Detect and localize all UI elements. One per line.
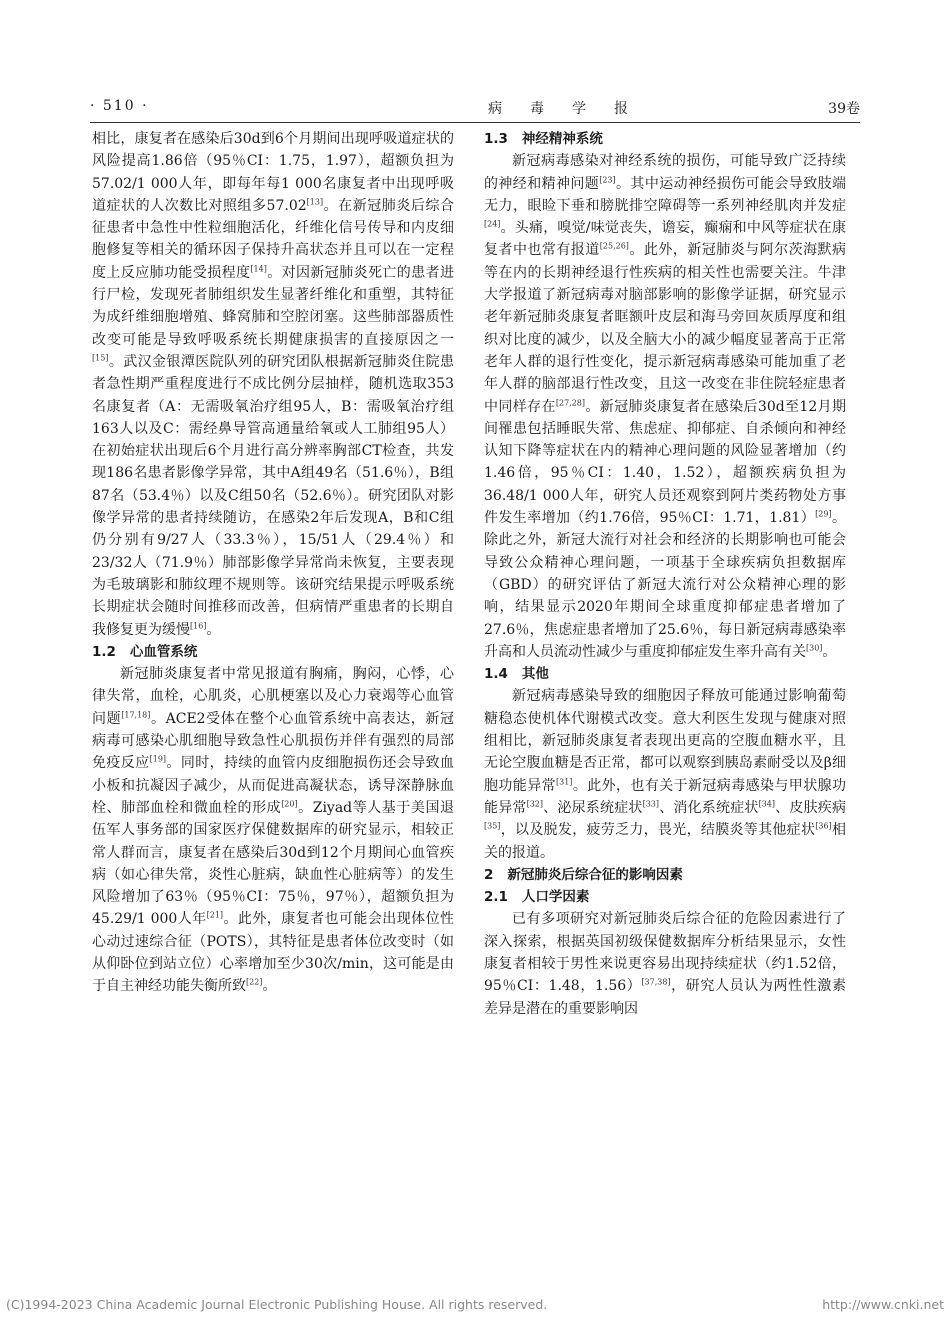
paragraph-cardiovascular: 新冠肺炎康复者中常见报道有胸痛，胸闷，心悸，心律失常，血栓，心肌炎，心肌梗塞以及心力衰竭等心血管问题[17,18]。ACE2受体在整个心血管系统中高表达，新冠病毒可感染心肌细胞导致急性心肌损伤并伴有强烈的局部免疫反应[19]。同时，持续的血管内皮细胞损伤还会导致血小板和抗凝因子减少，从而促进高凝状态，诱导深静脉血栓、肺部血栓和微血栓的形成[20]。Ziyad等人基于美国退伍军人事务部的国家医疗保健数据库的研究显示，相较正常人群而言，康复者在感染后30d到12个月期间心血管疾病（如心律失常，炎性心脏病，缺血性心脏病等）的发生风险增加了63％（95％CI：75％，97％），超额负担为45.29/1 000人年[21]。此外，康复者也可能会出现体位性心动过速综合征（POTS），其特征是患者体位改变时（如从仰卧位到站立位）心率增加至少30次/min，这可能是由于自主神经功能失衡所致[22]。 bbox=[92, 666, 455, 995]
citation: [33] bbox=[642, 799, 660, 809]
paragraph-demographics: 已有多项研究对新冠肺炎后综合征的危险因素进行了深入探索，根据英国初级保健数据库分析结果显示，女性康复者相较于男性来说更容易出现持续症状（约1.52倍，95％CI：1.48，1.56）[37,38]，研究人员认为两性性激素差异是潜在的重要影响因 bbox=[484, 911, 847, 1017]
citation: [13] bbox=[306, 197, 324, 207]
section-heading-2-1: 2.1 人口学因素 bbox=[484, 889, 590, 906]
section-heading-2: 2 新冠肺炎后综合征的影响因素 bbox=[484, 866, 683, 883]
citation: [27,28] bbox=[555, 397, 586, 407]
paragraph-neuro: 新冠病毒感染对神经系统的损伤，可能导致广泛持续的神经和精神问题[23]。其中运动神经损伤可能会导致肢端无力，眼睑下垂和膀胱排空障碍等一系列神经肌肉并发症[24]。头痛，嗅觉/味觉丧失，谵妄，癫痫和中风等症状在康复者中也常有报道[25,26]。此外，新冠肺炎与阿尔茨海默病等在内的长期神经退行性疾病的相关性也需要关注。牛津大学报道了新冠病毒对脑部影响的影像学证据，研究显示老年新冠肺炎康复者眶额叶皮层和海马旁回灰质厚度和组织对比度的减少，以及全脑大小的减少幅度显著高于正常老年人群的退行性变化，提示新冠病毒感染可能加重了老年人群的脑部退行性改变，且这一改变在非住院轻症患者中同样存在[27,28]。新冠肺炎康复者在感染后30d至12月期间罹患包括睡眠失常、焦虑症、抑郁症、自杀倾向和神经认知下降等症状在内的精神心理问题的风险显著增加（约1.46倍，95％CI：1.40，1.52），超额疾病负担为36.48/1 000人年，研究人员还观察到阿片类药物处方事件发生率增加（约1.76倍，95％CI：1.71，1.81）[29]。除此之外，新冠大流行对社会和经济的长期影响也可能会导致公众精神心理问题，一项基于全球疾病负担数据库（GBD）的研究评估了新冠大流行对公众精神心理的影响，结果显示2020年期间全球重度抑郁症患者增加了27.6％，焦虑症患者增加了25.6％，每日新冠病毒感染率升高和人员流动性减少与重度抑郁症发生率升高有关[30]。 bbox=[484, 153, 847, 660]
citation: [35] bbox=[484, 821, 501, 831]
journal-title: 病毒学报 bbox=[488, 101, 656, 117]
citation: [29] bbox=[815, 509, 832, 519]
citation: [22] bbox=[246, 977, 263, 987]
citation: [20] bbox=[281, 799, 298, 809]
citation: [30] bbox=[806, 643, 823, 653]
citation: [15] bbox=[92, 353, 109, 363]
citation: [16] bbox=[190, 620, 207, 630]
cnki-link[interactable]: http://www.cnki.net bbox=[822, 1297, 944, 1312]
citation: [17,18] bbox=[121, 710, 151, 720]
citation: [21] bbox=[206, 910, 224, 920]
citation: [36] bbox=[815, 821, 832, 831]
left-column bbox=[92, 128, 454, 998]
citation: [31] bbox=[556, 776, 573, 786]
citation: [19] bbox=[149, 754, 167, 764]
citation: [34] bbox=[758, 799, 776, 809]
volume-label: 39卷 bbox=[828, 101, 860, 117]
page-number: · 510 · bbox=[90, 98, 149, 114]
section-heading-1-3: 1.3 神经精神系统 bbox=[484, 131, 603, 147]
paragraph-other: 新冠病毒感染导致的细胞因子释放可能通过影响葡萄糖稳态使机体代谢模式改变。意大利医生发现与健康对照组相比，新冠肺炎康复者表现出更高的空腹血糖水平，且无论空腹血糖是否正常，都可以观察到胰岛素耐受以及β细胞功能异常[31]。此外，也有关于新冠病毒感染与甲状腺功能异常[32]、泌尿系统症状[33]、消化系统症状[34]、皮肤疾病[35]，以及脱发，疲劳乏力，畏光，结膜炎等其他症状[36]相关的报道。 bbox=[484, 688, 847, 861]
citation: [23] bbox=[599, 174, 616, 184]
citation: [25,26] bbox=[599, 241, 629, 251]
citation: [32] bbox=[526, 799, 544, 809]
section-heading-1-4: 1.4 其他 bbox=[484, 666, 549, 683]
running-header bbox=[90, 96, 860, 122]
copyright-text: (C)1994-2023 China Academic Journal Electronic Publishing House. All rights reserved. bbox=[6, 1297, 548, 1312]
citation: [37,38] bbox=[641, 977, 671, 987]
citation: [24] bbox=[484, 219, 501, 229]
header-rule bbox=[90, 122, 860, 123]
right-column bbox=[484, 128, 846, 1020]
citation: [14] bbox=[250, 264, 267, 274]
section-heading-1-2: 1.2 心血管系统 bbox=[92, 643, 198, 660]
paragraph-respiratory: 相比，康复者在感染后30d到6个月期间出现呼吸道症状的风险提高1.86倍（95％CI：1.75，1.97），超额负担为57.02/1 000人年，即每年每1 000名康复者中出现呼吸道症状的人次数比对照组多57.02[13]。在新冠肺炎后综合征患者中急性中性粒细胞活化，纤维化信号传导和内皮细胞修复等相关的循环因子保持升高状态并且可以在一定程度上反应肺功能受损程度[14]。对因新冠肺炎死亡的患者进行尸检，发现死者肺组织发生显著纤维化和重塑，其特征为成纤维细胞增殖、蜂窝肺和空腔闭塞。这些肺部器质性改变可能是导致呼吸系统长期健康损害的直接原因之一[15]。武汉金银潭医院队列的研究团队根据新冠肺炎住院患者急性期严重程度进行不成比例分层抽样，随机选取353名康复者（A：无需吸氧治疗组95人，B：需吸氧治疗组163人以及C：需经鼻导管高通量给氧或人工肺组95人）在初始症状出现后6个月进行高分辨率胸部CT检查，共发现186名患者影像学异常，其中A组49名（51.6％），B组87名（53.4％）以及C组50名（52.6％）。研究团队对影像学异常的患者持续随访，在感染2年后发现A，B和C组仍分别有9/27人（33.3％），15/51人（29.4％）和23/32人（71.9％）肺部影像学异常尚未恢复，主要表现为毛玻璃影和肺纹理不规则等。该研究结果提示呼吸系统长期症状会随时间推移而改善，但病情严重患者的长期自我修复更为缓慢[16]。 bbox=[92, 131, 454, 638]
